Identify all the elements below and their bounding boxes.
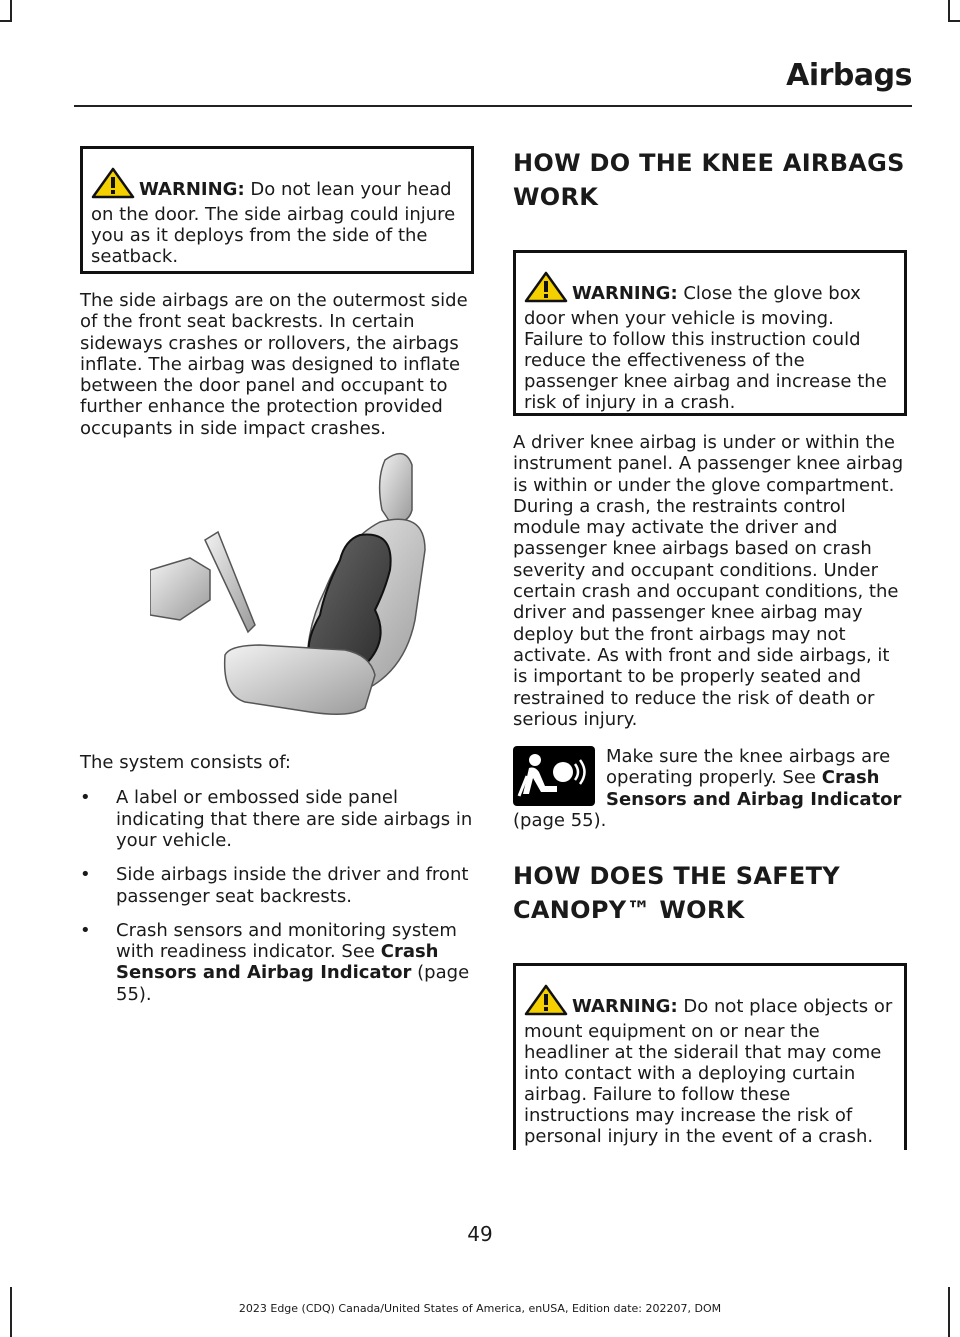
document-footer: 2023 Edge (CDQ) Canada/United States of America, enUSA, Edition date: 202207, DOM (238, 1302, 722, 1315)
page-reference: (page 55). (513, 810, 607, 832)
airbag-indicator-note (513, 746, 907, 831)
airbag-warning-lamp-icon (513, 746, 595, 806)
warning-box-glove-box (513, 250, 907, 416)
side-airbag-paragraph: The side airbags are on the outermost side of the front seat backrests. In certain sideways crashes or rollovers, the airbags inflate. The airbag was designed to inflate between the door panel and occupant to further enhance the protection provided occupants in side impact crashes. (80, 290, 468, 439)
crop-mark (948, 0, 950, 22)
list-item (80, 864, 474, 907)
safety-canopy-heading (513, 859, 907, 927)
crash-sensors-link[interactable]: Crash Sensors and Airbag Indicator (606, 767, 902, 810)
page-reference: (page 55). (116, 962, 470, 1005)
system-intro: The system consists of: (80, 752, 291, 774)
system-components-list (80, 787, 474, 1005)
heading-line: CANOPY™ WORK (513, 896, 745, 925)
list-item-text: A label or embossed side panel indicating that there are side airbags in your vehicle. (116, 787, 473, 851)
list-item-text: Crash sensors and monitoring system with readiness indicator. See (116, 919, 457, 963)
list-item (80, 787, 474, 851)
indicator-note-text (606, 746, 907, 810)
crop-mark (948, 20, 960, 22)
bullet-glyph: • (80, 919, 91, 941)
right-column (513, 146, 907, 1150)
warning-text: Do not lean your head on the door. The side airbag could injure you as it deploys from the side of the seatback. (91, 179, 456, 267)
warning-triangle-icon (524, 984, 568, 1021)
bullet-glyph: • (80, 787, 91, 809)
warning-triangle-icon (524, 271, 568, 308)
warning-text: Do not place objects or mount equipment on or near the headliner at the siderail that may come into contact with a deploying curtain airbag. Failure to follow these instructions may increase the risk of personal injury in the event of a crash. (524, 996, 893, 1148)
side-airbag-seat-illustration (150, 440, 440, 720)
warning-label: WARNING: (572, 996, 678, 1018)
warning-label: WARNING: (572, 283, 678, 304)
page-number: 49 (467, 1222, 493, 1246)
list-item-text: Side airbags inside the driver and front passenger seat backrests. (116, 864, 469, 907)
crop-mark (0, 20, 12, 22)
warning-box-side-airbag (80, 146, 474, 274)
list-item (80, 920, 474, 1005)
crash-sensors-link[interactable]: Crash Sensors and Airbag Indicator (116, 941, 439, 984)
heading-line: HOW DOES THE SAFETY (513, 862, 840, 891)
knee-airbag-paragraph: A driver knee airbag is under or within the instrument panel. A passenger knee airbag is within or under the glove compartment. During a crash, the restraints control module may activate the driver and passenger knee airbags based on crash severity and occupant conditions. Under certain crash and occupant conditions, the driver and passenger knee airbag may deploy but the front airbags may not activate. As with front and side airbags, it is important to be properly seated and restrained to reduce the risk of death or serious injury. (513, 432, 904, 730)
header-divider (74, 105, 912, 107)
bullet-glyph: • (80, 864, 91, 886)
warning-text: Close the glove box door when your vehicle is moving. Failure to follow this instruction could reduce the effectiveness of the passenger knee airbag and increase the risk of injury in a crash. (524, 283, 887, 413)
heading-line: HOW DO THE KNEE AIRBAGS (513, 149, 905, 177)
crop-mark (10, 0, 12, 22)
warning-triangle-icon (91, 167, 135, 204)
page-title: Airbags (786, 58, 912, 93)
note-text: Make sure the knee airbags are operating properly. See (606, 746, 891, 789)
warning-label: WARNING: (139, 179, 245, 200)
knee-airbags-heading (513, 146, 907, 214)
warning-box-headliner (513, 963, 907, 1150)
heading-line: WORK (513, 183, 599, 211)
